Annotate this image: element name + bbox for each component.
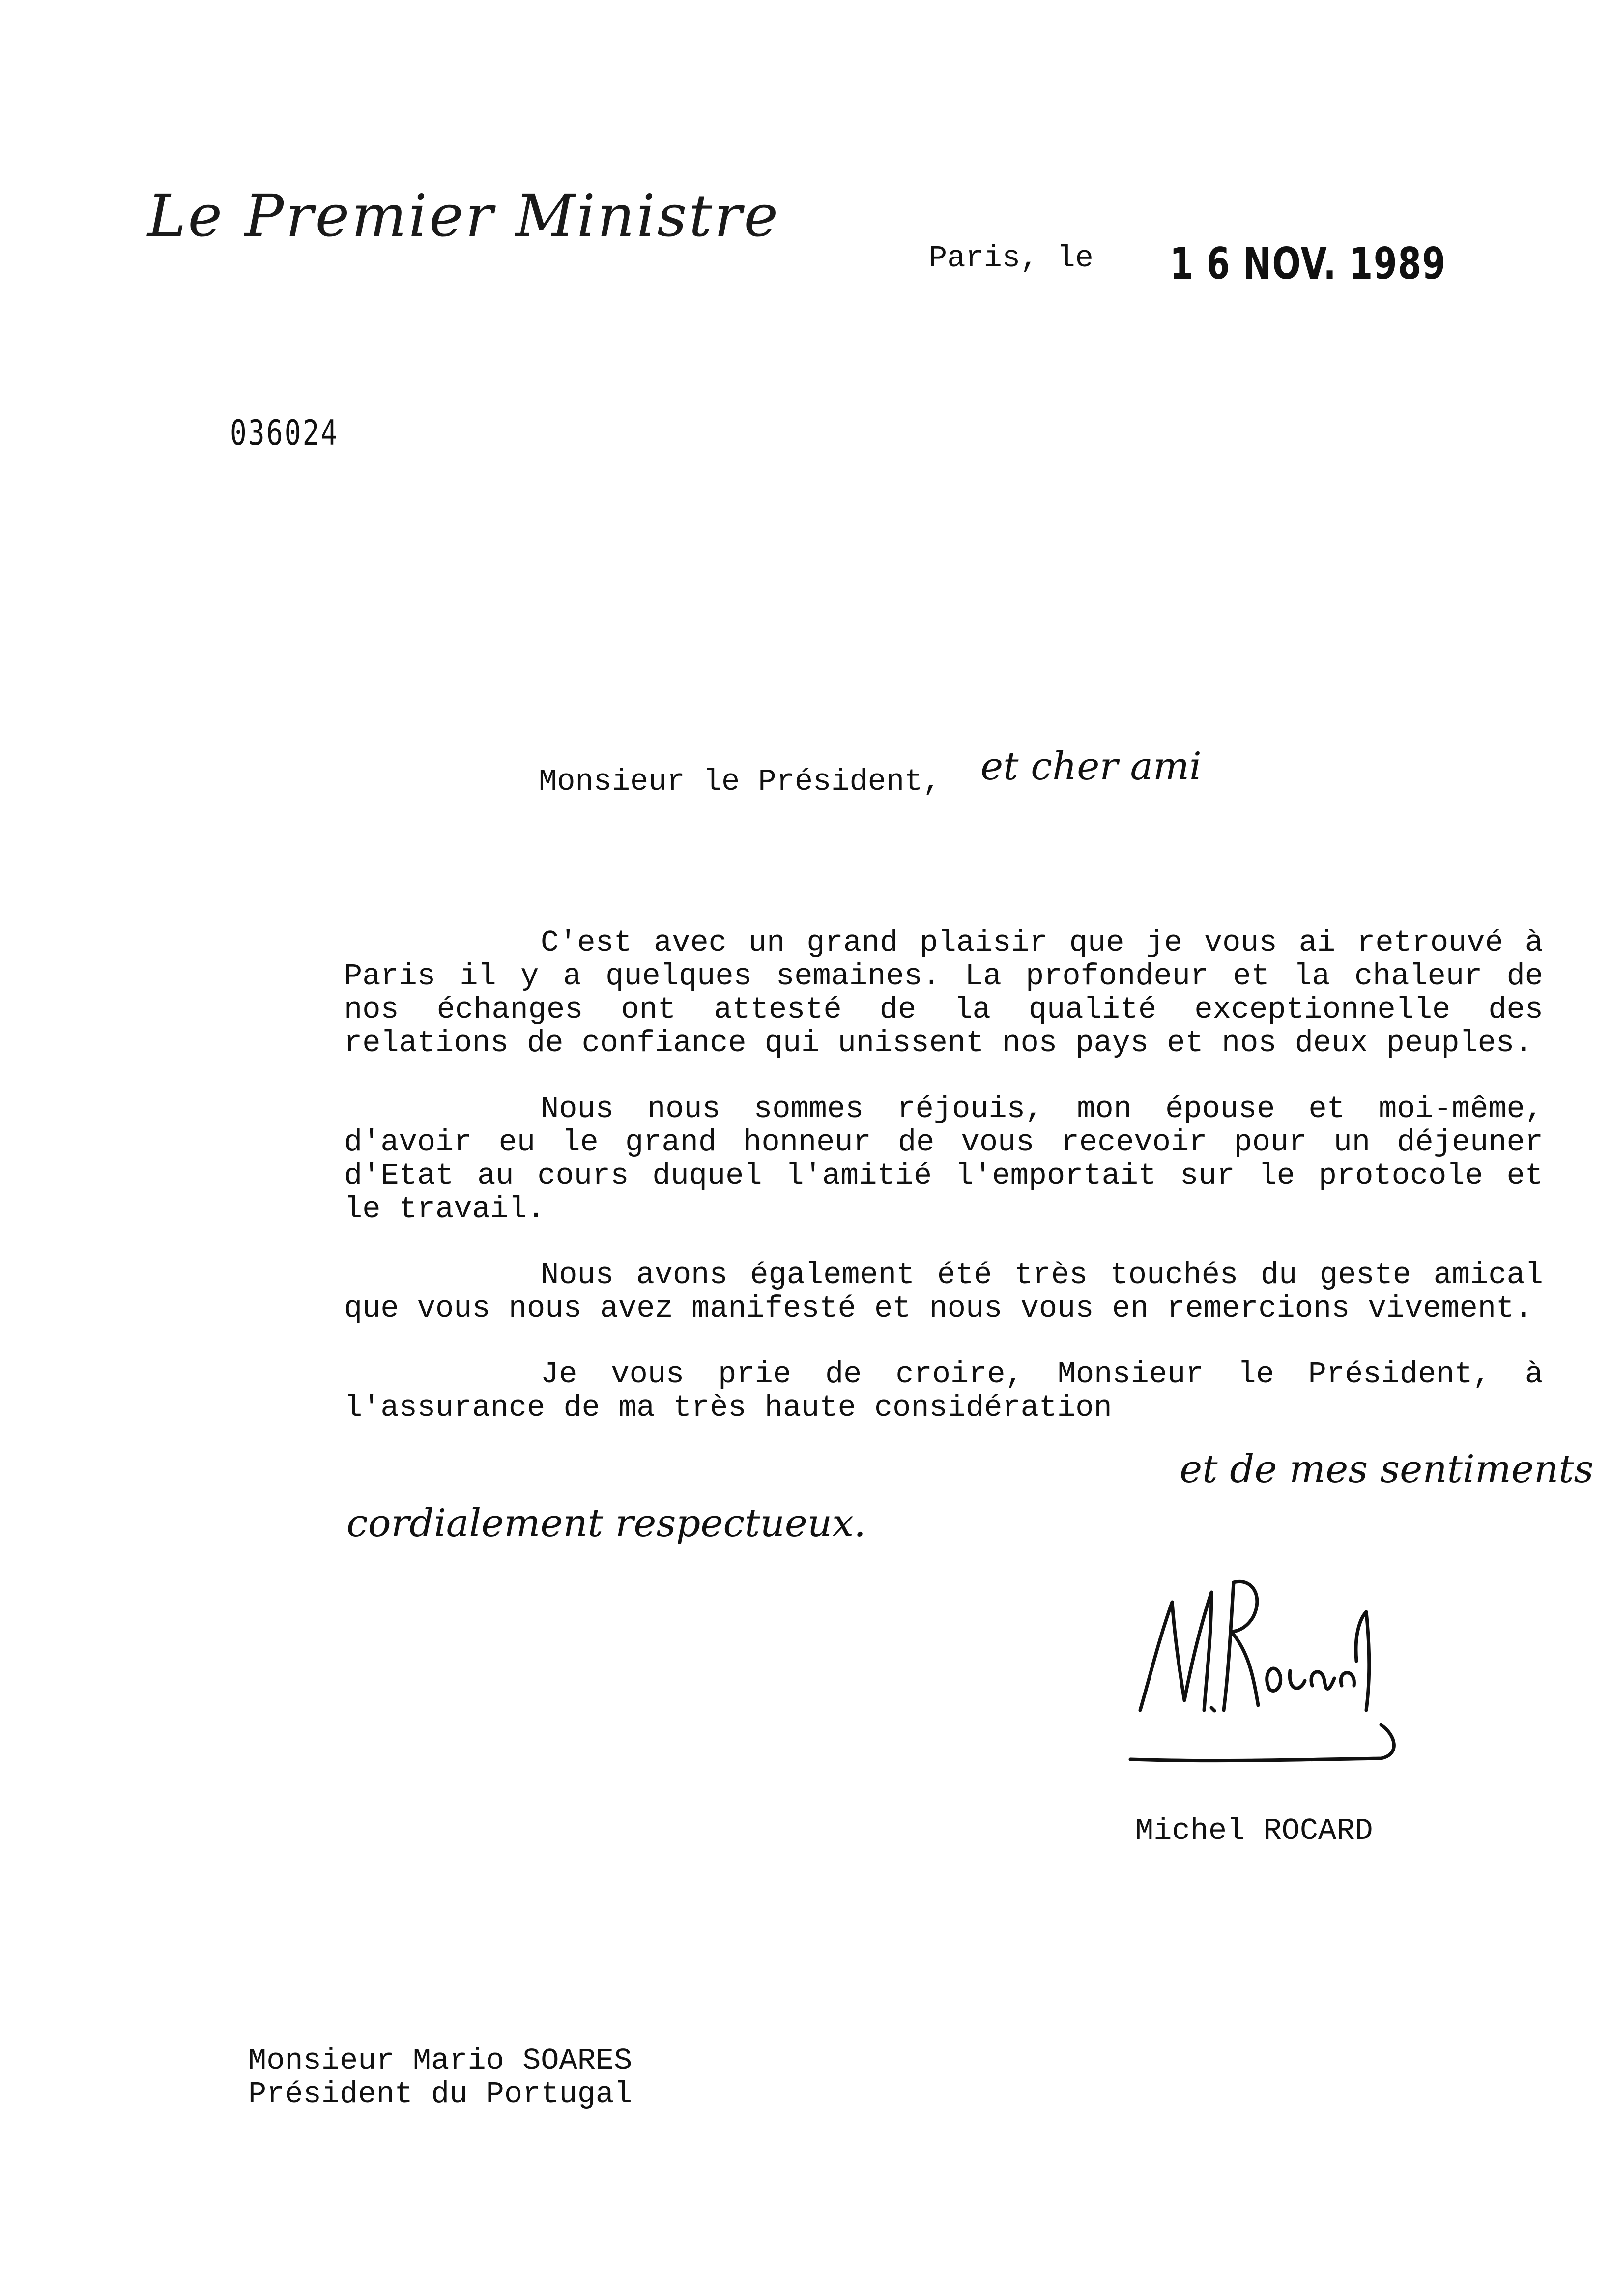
signature-stroke-r (1224, 1581, 1258, 1710)
signature-stroke-m (1140, 1592, 1211, 1710)
handwritten-closing-line-2: cordialement respectueux. (346, 1501, 866, 1546)
paragraph: Nous avons également été très touchés du geste amical que vous nous avez manifesté et nous vous en remercions vivement. (344, 1258, 1543, 1326)
signature-stroke-ocard (1267, 1612, 1369, 1710)
handwritten-salutation-addition: et cher ami (980, 745, 1202, 789)
signature-stroke-dot (1211, 1708, 1214, 1711)
addressee-name: Monsieur Mario SOARES (248, 2043, 633, 2078)
paragraph: Je vous prie de croire, Monsieur le Président, à l'assurance de ma très haute considération (344, 1357, 1543, 1425)
reference-number: 036024 (230, 413, 339, 453)
handwritten-closing-line-1: et de mes sentiments (1180, 1447, 1594, 1492)
letter-body (344, 926, 1543, 1457)
signature-underline (1130, 1725, 1394, 1761)
paragraph: Nous nous sommes réjouis, mon épouse et moi-même, d'avoir eu le grand honneur de vous recevoir pour un déjeuner d'Etat au cours duquel l'amitié l'emportait sur le protocole et le travail. (344, 1091, 1543, 1227)
addressee-block (248, 2044, 632, 2111)
date-stamp: 1 6 NOV. 1989 (1170, 238, 1446, 289)
letterhead: Le Premier Ministre (147, 182, 780, 250)
signer-name: Michel ROCARD (1135, 1813, 1373, 1848)
addressee-title: Président du Portugal (248, 2077, 633, 2112)
dateline-place: Paris, le (929, 241, 1094, 276)
signature (1106, 1563, 1410, 1779)
paragraph: C'est avec un grand plaisir que je vous ai retrouvé à Paris il y a quelques semaines. La profondeur et la chaleur de nos échanges ont attesté de la qualité exceptionnelle des relations de confiance qui unissent nos pays et nos deux peuples. (344, 925, 1543, 1061)
salutation: Monsieur le Président, (539, 764, 941, 799)
